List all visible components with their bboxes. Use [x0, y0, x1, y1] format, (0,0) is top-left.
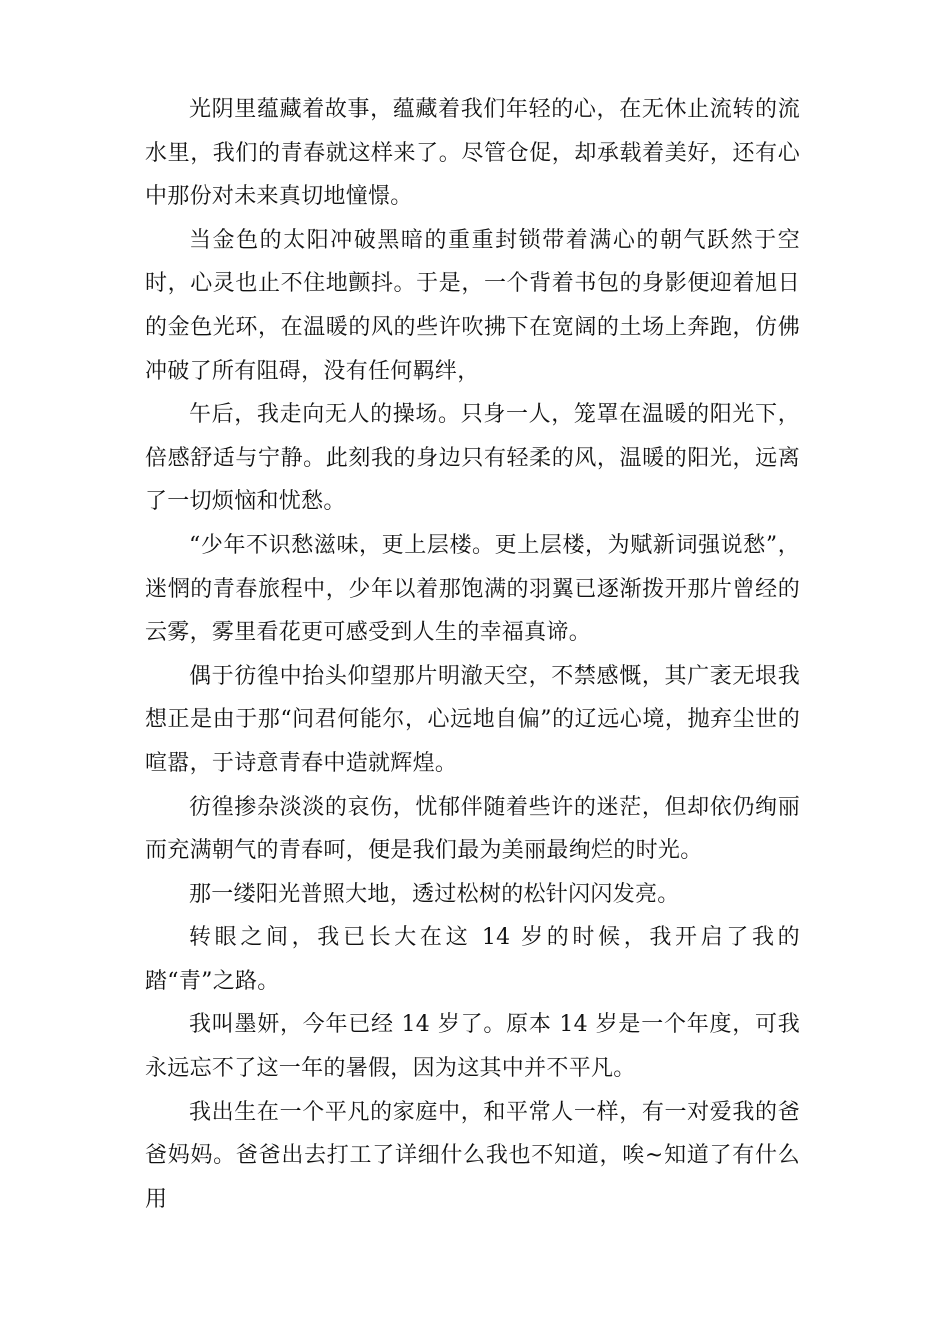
paragraph: 光阴里蕴藏着故事，蕴藏着我们年轻的心，在无休止流转的流水里，我们的青春就这样来了。尽管仓促，却承载着美好，还有心中那份对未来真切地憧憬。	[145, 97, 800, 210]
paragraph: 当金色的太阳冲破黑暗的重重封锁带着满心的朝气跃然于空时，心灵也止不住地颤抖。于是，一个背着书包的身影便迎着旭日的金色光环，在温暖的风的些许吹拂下在宽阔的土场上奔跑，仿佛冲破了所有阻碍，没有任何羁绊，	[145, 227, 800, 384]
paragraph: 那一缕阳光普照大地，透过松树的松针闪闪发亮。	[189, 881, 680, 907]
paragraph: 偶于彷徨中抬头仰望那片明澈天空，不禁感慨，其广袤无垠我想正是由于那“问君何能尔，心远地自偏”的辽远心境，抛弃尘世的喧嚣，于诗意青春中造就辉煌。	[145, 663, 800, 776]
paragraph: “少年不识愁滋味，更上层楼。更上层楼，为赋新词强说愁”，迷惘的青春旅程中，少年以着那饱满的羽翼已逐渐拨开那片曾经的云雾，雾里看花更可感受到人生的幸福真谛。	[145, 532, 800, 646]
paragraph: 我出生在一个平凡的家庭中，和平常人一样，有一对爱我的爸爸妈妈。爸爸出去打工了详细什么我也不知道，唉~知道了有什么用	[145, 1099, 800, 1212]
paragraph: 转眼之间，我已长大在这 14 岁的时候，我开启了我的踏“青”之路。	[145, 925, 800, 994]
paragraph: 我叫墨妍，今年已经 14 岁了。原本 14 岁是一个年度，可我永远忘不了这一年的暑假，因为这其中并不平凡。	[145, 1012, 800, 1082]
paragraph: 午后，我走向无人的操场。只身一人，笼罩在温暖的阳光下，倍感舒适与宁静。此刻我的身边只有轻柔的风，温暖的阳光，远离了一切烦恼和忧愁。	[145, 402, 800, 515]
paragraph: 彷徨掺杂淡淡的哀伤，忧郁伴随着些许的迷茫，但却依仍绚丽而充满朝气的青春呵，便是我们最为美丽最绚烂的时光。	[145, 794, 800, 864]
document-body	[145, 88, 800, 1221]
